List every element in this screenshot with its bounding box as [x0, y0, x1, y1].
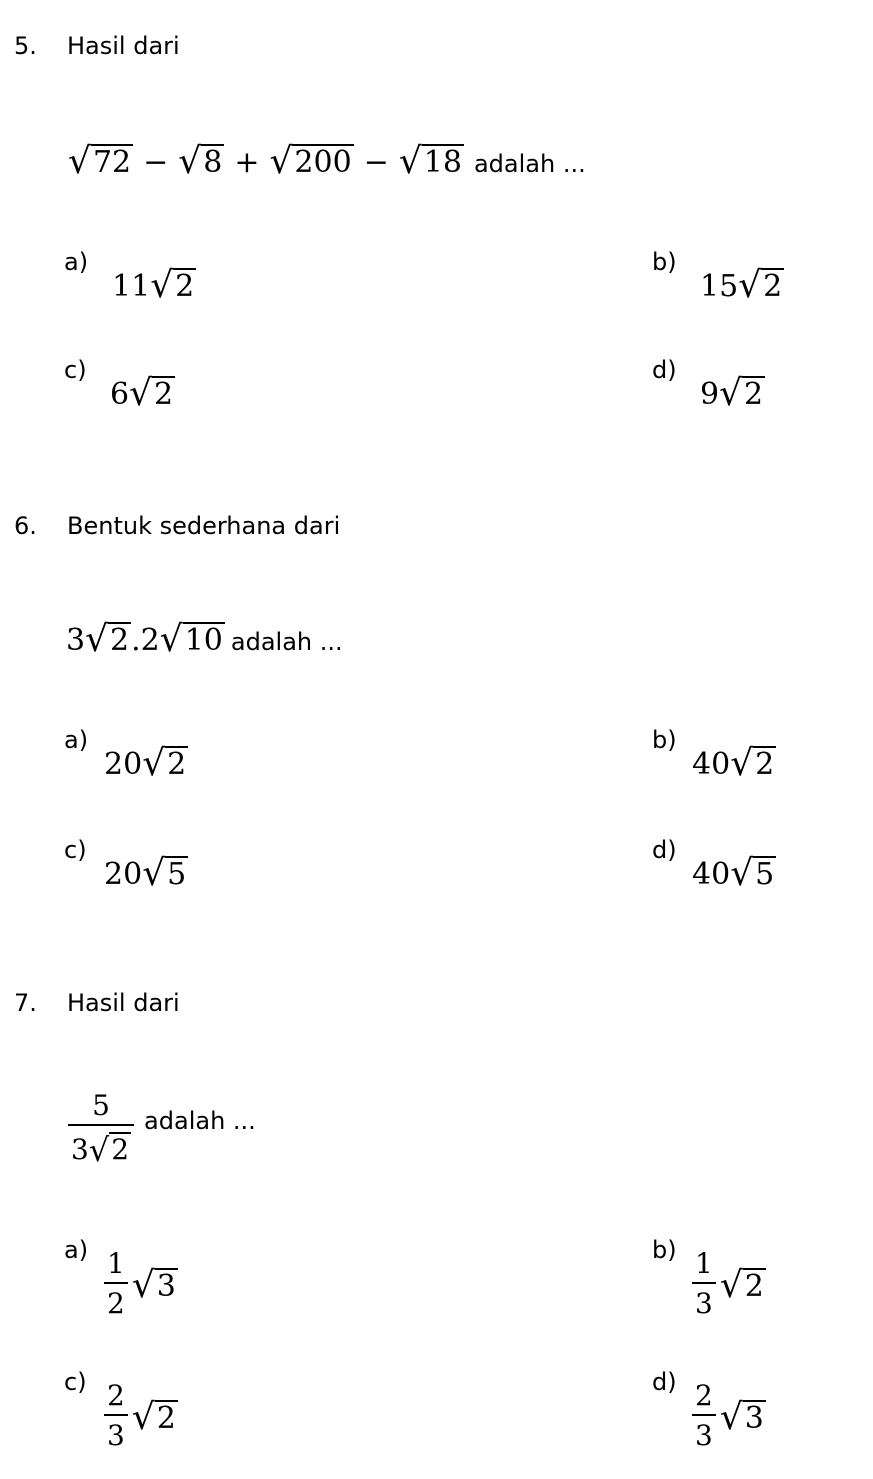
expression-tail: adalah ... — [230, 628, 343, 656]
sqrt: √ 2 — [85, 619, 130, 660]
option-c-answer[interactable]: $\frac{2}{3}$ √ 2 — [104, 1382, 178, 1450]
option-b-label[interactable]: b) — [652, 726, 677, 754]
question-number: 5. — [14, 32, 37, 60]
sqrt: √ 72 — [68, 141, 132, 182]
option-b-label[interactable]: b) — [652, 248, 677, 276]
question-expression — [66, 619, 343, 660]
question-number: 6. — [14, 512, 37, 540]
expression-tail: adalah ... — [144, 1107, 256, 1135]
option-d-answer[interactable]: $\frac{2}{3}$ √ 3 — [692, 1382, 766, 1450]
option-c-label[interactable]: c) — [64, 1368, 87, 1396]
question-expression — [68, 1089, 256, 1169]
expression-tail: adalah ... — [473, 150, 586, 178]
question-prompt: Hasil dari — [67, 32, 180, 60]
option-b-answer[interactable]: 40 √ 2 — [692, 743, 775, 784]
option-a-answer[interactable]: 11 √ 2 — [112, 265, 195, 306]
option-d-label[interactable]: d) — [652, 1368, 677, 1396]
question-prompt: Hasil dari — [67, 989, 180, 1017]
option-c-answer[interactable]: 20 √ 5 — [104, 853, 187, 894]
option-a-answer[interactable]: 20 √ 2 — [104, 743, 187, 784]
option-b-answer[interactable]: 15 √ 2 — [700, 265, 783, 306]
option-b-label[interactable]: b) — [652, 1236, 677, 1264]
option-c-label[interactable]: c) — [64, 356, 87, 384]
sqrt: √ 200 — [269, 141, 352, 182]
option-a-label[interactable]: a) — [64, 726, 89, 754]
option-d-label[interactable]: d) — [652, 836, 677, 864]
option-a-label[interactable]: a) — [64, 248, 89, 276]
option-d-answer[interactable]: 40 √ 5 — [692, 853, 775, 894]
option-a-answer[interactable]: $\frac{1}{2}$ √ 3 — [104, 1250, 178, 1318]
sqrt: √ 8 — [178, 141, 223, 182]
option-d-label[interactable]: d) — [652, 356, 677, 384]
sqrt: √ 18 — [398, 141, 462, 182]
math-expression: √ 72 − √ 8 + √ 200 − √ 18 — [68, 141, 462, 182]
math-expression: 3 √ 2 .2 √ 10 — [66, 619, 223, 660]
option-b-answer[interactable]: $\frac{1}{3}$ √ 2 — [692, 1250, 766, 1318]
math-fraction: 5 3 √ 2 — [68, 1092, 134, 1164]
option-d-answer[interactable]: 9 √ 2 — [700, 373, 764, 414]
question-number: 7. — [14, 989, 37, 1017]
option-c-label[interactable]: c) — [64, 836, 87, 864]
sqrt: √ 10 — [159, 619, 223, 660]
option-c-answer[interactable]: 6 √ 2 — [110, 373, 174, 414]
option-a-label[interactable]: a) — [64, 1236, 89, 1264]
question-prompt: Bentuk sederhana dari — [67, 512, 341, 540]
question-expression — [68, 141, 586, 182]
